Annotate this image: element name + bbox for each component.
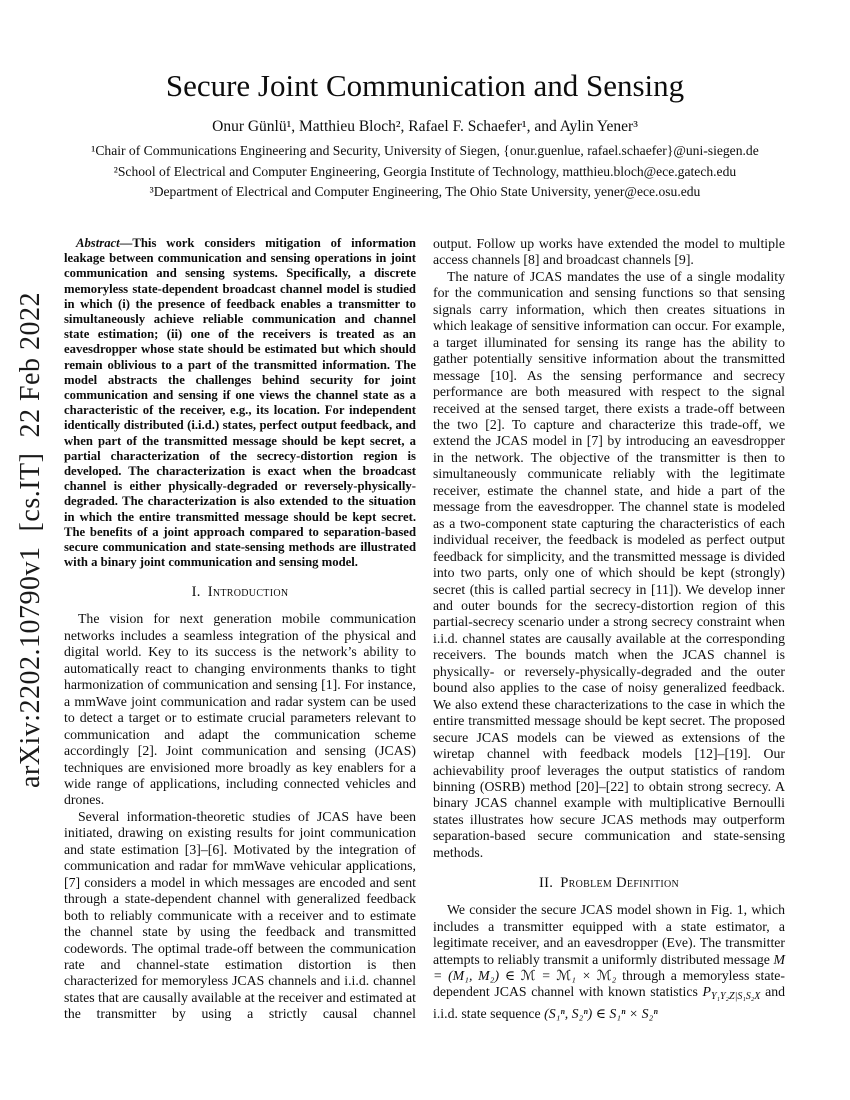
two-column-body xyxy=(64,236,786,1023)
problem-text-segment: through a memoryless state-dependent JCAS channel with known statistics xyxy=(433,968,785,1000)
section-title: Introduction xyxy=(207,584,289,601)
affiliation-line: ³Department of Electrical and Computer Engineering, The Ohio State University, yener@ece.osu.edu xyxy=(149,184,701,200)
inline-math-state-sequence: (S₁ⁿ, S₂ⁿ) ∈ S₁ⁿ × S₂ⁿ xyxy=(544,1005,658,1021)
intro-paragraph-3: The nature of JCAS mandates the use of a single modality for the communication and sensing functions so that sensing signals carry information, which then creates situations in which leakage of sensitive information can occur. For example, a target illuminated for sensing its range has the ability to gather potentially sensitive information about the transmitted message [10]. As the sensing performance and secrecy performance are both measured with respect to the signal received at the sensed target, there exists a trade-off between the two [2]. To capture and characterize this trade-off, we extend the JCAS model in [7] by introducing an eavesdropper in the network. The objective of the transmitter is then to simultaneously communicate reliably with the legitimate receiver, estimate the channel state, and hide a part of the message from the eavesdropper. The channel state is modeled as a two-component state capturing the characteristics of each individual receiver, the feedback is modeled as perfect output feedback for simplicity, and the transmitted message is divided into two parts, only one of which should be kept (strongly) secret (this is called partial secrecy in [11]). We develop inner and outer bounds for the secrecy-distortion region of this partial-secrecy scenario under a strong secrecy constraint when i.i.d. channel states are causally available at the corresponding receivers. The bounds match when the JCAS channel is physically- or reversely-physically-degraded and the outer bound also applies to the case of noisy generalized feedback. We also extend these characterizations to the case in which the entire transmitted message should be kept secret. The proposed secure JCAS models can be viewed as extensions of the wiretap channel with feedback models [12]–[19]. Our achievability proof leverages the output statistics of random binning (OSRB) method [20]–[22] to obtain strong secrecy. A binary JCAS channel example with multiplicative Bernoulli states illustrates how secure JCAS methods may outperform separation-based secure communication and state-sensing methods. xyxy=(433,268,785,860)
section-title: Problem Definition xyxy=(560,875,680,892)
section-heading-problem-definition xyxy=(433,875,785,892)
inline-math-channel-statistics: P xyxy=(702,984,711,1000)
problem-text-segment: We consider the secure JCAS model shown in Fig. 1, which includes a transmitter equipped with a state estimator, a legitimate receiver, and an eavesdropper (Eve). The transmitter attempts to reliably transmit a uniformly distributed message xyxy=(433,902,785,967)
intro-paragraph-2-right: output. Follow up works have extended the model to multiple access channels [8] and broadcast channels [9]. xyxy=(433,236,785,268)
abstract-label: Abstract— xyxy=(76,236,133,250)
problem-text-segment: and i.i.d. state sequence xyxy=(433,984,785,1021)
section-number: I. xyxy=(191,584,201,601)
intro-paragraph-1: The vision for next generation mobile communication networks includes a seamless integration of the physical and digital world. Key to its success is the network’s ability to automatically react to changing environments thanks to tight harmonization of communication and sensing [1]. For instance, a mmWave joint communication and radar system can be used to detect a target or to estimate crucial parameters relevant to communication and adapt the communication scheme accordingly [2]. Joint communication and sensing (JCAS) techniques are envisioned more broadly as key enablers for a wide range of applications, including connected vehicles and drones. xyxy=(64,611,416,808)
abstract-text: This work considers mitigation of information leakage between communication and sensing operations in joint communication and sensing systems. Specifically, a discrete memoryless state-dependent broadcast channel model is studied in which (i) the presence of feedback enables a transmitter to simultaneously achieve reliable communication and channel state estimation; (ii) one of the receivers is treated as an eavesdropper whose state should be estimated but which should remain oblivious to a part of the transmitted information. The model abstracts the challenges behind security for joint communication and sensing if one views the channel state as a characteristic of the receiver, e.g., its location. For independent identically distributed (i.i.d.) states, perfect output feedback, and when part of the transmitted message should be kept secret, a partial characterization of the secrecy-distortion region is developed. The characterization is exact when the broadcast channel is either physically-degraded or reversely-physically-degraded. The characterization is also extended to the situation in which the entire transmitted message should be kept secret. The benefits of a joint approach compared to separation-based secure communication and state-sensing methods are illustrated with a binary joint communication and sensing model. xyxy=(64,236,416,570)
authors-line: Onur Günlü¹, Matthieu Bloch², Rafael F. Schaefer¹, and Aylin Yener³ xyxy=(212,118,638,136)
inline-math-channel-statistics-subscript: Y₁Y₂Z|S₁S₂X xyxy=(710,991,761,1003)
section-number: II. xyxy=(538,875,554,892)
arxiv-sidebar-label: arXiv:2202.10790v1 [cs.IT] 22 Feb 2022 xyxy=(15,292,46,788)
left-column xyxy=(64,236,416,1023)
problem-paragraph-1 xyxy=(433,902,785,1022)
inline-math-message-sets: M = (M₁, M₂) ∈ ℳ = ℳ₁ × ℳ₂ xyxy=(433,951,785,984)
affiliation-line: ¹Chair of Communications Engineering and Security, University of Siegen, {onur.guenlue, rafael.schaefer}@uni-siegen.de xyxy=(91,143,759,159)
affiliations-block xyxy=(0,141,850,203)
intro-paragraph-2-left: Several information-theoretic studies of JCAS have been initiated, drawing on existing results for joint communication and state estimation [3]–[6]. Motivated by the integration of communication and radar for mmWave vehicular applications, [7] considers a model in which messages are encoded and sent through a state-dependent channel with generalized feedback both to reliably communicate with a receiver and to estimate the channel state by using the feedback and transmitted codewords. The optimal trade-off between the communication rate and channel-state estimation distortion is then characterized for memoryless JCAS channels and i.i.d. channel states that are causally available at the receiver and estimated at the transmitter by using a strictly causal channel xyxy=(64,808,416,1022)
right-column xyxy=(433,236,785,1023)
paper-title: Secure Joint Communication and Sensing xyxy=(165,68,685,103)
paper-header xyxy=(0,69,850,203)
affiliation-line: ²School of Electrical and Computer Engineering, Georgia Institute of Technology, matthieu.bloch@ece.gatech.edu xyxy=(113,163,737,179)
section-heading-introduction xyxy=(64,584,416,601)
abstract-paragraph xyxy=(64,236,416,570)
